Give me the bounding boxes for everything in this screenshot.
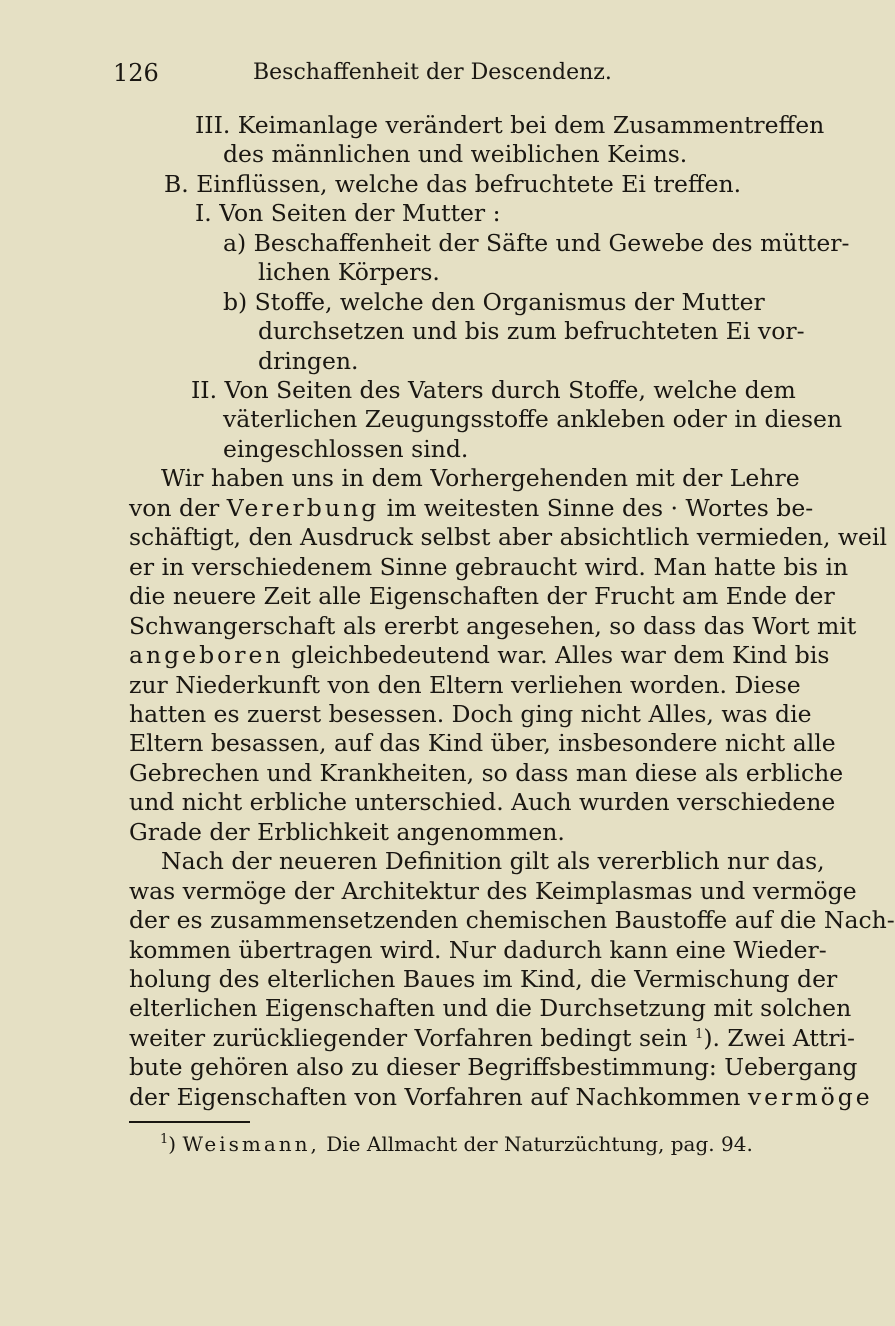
footnote-mark: 1 [160, 1132, 169, 1147]
text-line: b) Stoffe, welche den Organismus der Mutter [223, 288, 765, 316]
text-line: er in verschiedenem Sinne gebraucht wird. Man hatte bis in [129, 553, 849, 581]
text-line: der Eigenschaften von Vorfahren auf Nachkommen vermöge [129, 1083, 873, 1111]
text-line: zur Niederkunft von den Eltern verliehen worden. Diese [129, 671, 801, 699]
text-line: schäftigt, den Ausdruck selbst aber absichtlich vermieden, weil [129, 523, 887, 551]
text-line: II. Von Seiten des Vaters durch Stoffe, welche dem [191, 376, 796, 404]
text-line: holung des elterlichen Baues im Kind, die Vermischung der [129, 965, 838, 993]
text-line: Wir haben uns in dem Vorhergehenden mit der Lehre [161, 464, 800, 492]
text-line: Nach der neueren Definition gilt als vererblich nur das, [161, 847, 825, 875]
text-line: dringen. [258, 347, 359, 375]
text-line: des männlichen und weiblichen Keims. [223, 140, 688, 168]
text-line: III. Keimanlage verändert bei dem Zusammentreffen [195, 111, 825, 139]
text-line: I. Von Seiten der Mutter : [195, 199, 501, 227]
footnote: $^1$) Weismann, Die Allmacht der Naturzüchtung, pag. 94. [160, 1132, 753, 1156]
text-line: hatten es zuerst besessen. Doch ging nicht Alles, was die [129, 700, 812, 728]
text-line: was vermöge der Architektur des Keimplasmas und vermöge [129, 877, 857, 905]
text-line: eingeschlossen sind. [223, 435, 469, 463]
text-line: angeboren gleichbedeutend war. Alles war dem Kind bis [129, 641, 830, 669]
footnote-marker: 1 [695, 1027, 704, 1042]
text-line: Gebrechen und Krankheiten, so dass man diese als erbliche [129, 759, 844, 787]
text-line: und nicht erbliche unterschied. Auch wurden verschiedene [129, 788, 836, 816]
text-line: elterlichen Eigenschaften und die Durchsetzung mit solchen [129, 994, 852, 1022]
text-line: a) Beschaffenheit der Säfte und Gewebe des mütter- [223, 229, 850, 257]
text-line: Eltern besassen, auf das Kind über, insbesondere nicht alle [129, 729, 836, 757]
spaced-term: vermöge [747, 1083, 873, 1111]
text-line: väterlichen Zeugungsstoffe ankleben oder in diesen [223, 405, 843, 433]
text-line: der es zusammensetzenden chemischen Baustoffe auf die Nach- [129, 906, 895, 934]
page-number: 126 [113, 59, 159, 87]
text-line: weiter zurückliegender Vorfahren bedingt sein $^1$). Zwei Attri- [129, 1024, 855, 1052]
text-line: durchsetzen und bis zum befruchteten Ei vor- [258, 317, 805, 345]
footnote-author: Weismann, [182, 1132, 320, 1156]
text-line: Schwangerschaft als ererbt angesehen, so dass das Wort mit [129, 612, 857, 640]
text-line: kommen übertragen wird. Nur dadurch kann eine Wieder- [129, 936, 827, 964]
footnote-rule [129, 1121, 250, 1123]
text-line: von der Vererbung im weitesten Sinne des · Wortes be- [129, 494, 814, 522]
text-line: lichen Körpers. [258, 258, 440, 286]
text-line: B. Einflüssen, welche das befruchtete Ei treffen. [164, 170, 742, 198]
spaced-term: angeboren [129, 641, 284, 669]
running-title: Beschaffenheit der Descendenz. [253, 60, 612, 85]
text-line: bute gehören also zu dieser Begriffsbestimmung: Uebergang [129, 1053, 858, 1081]
spaced-term: Vererbung [226, 494, 380, 522]
text-line: Grade der Erblichkeit angenommen. [129, 818, 565, 846]
text-line: die neuere Zeit alle Eigenschaften der Frucht am Ende der [129, 582, 835, 610]
